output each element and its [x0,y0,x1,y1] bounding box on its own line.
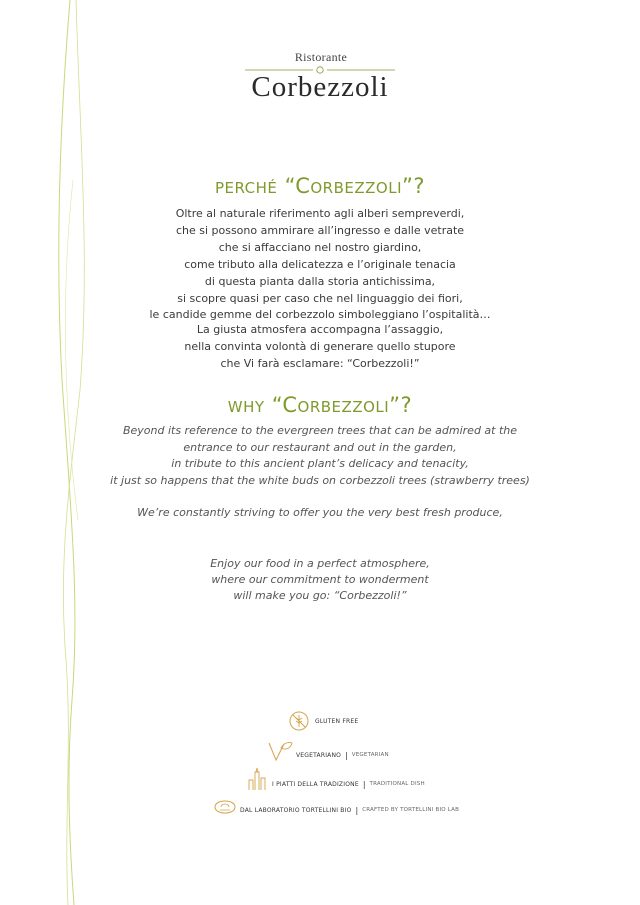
legend-label: GLUTEN FREE [315,717,359,725]
legend-traditional [246,766,425,792]
logo-subtitle: Ristorante [294,50,348,64]
legend-label: VEGETARIANO [296,751,342,759]
italian-paragraph-1 [0,206,640,324]
text-line: che Vi farà esclamare: “Corbezzoli!” [220,356,420,370]
text-line: in tribute to this ancient plant’s delicacy and tenacity, [171,457,469,471]
english-paragraph-2 [0,505,640,522]
gluten-free-icon [288,710,310,732]
legend-separator: | [362,779,366,789]
text-line: where our commitment to wonderment [211,573,429,587]
text-line: entrance to our restaurant and out in the garden, [183,440,457,454]
text-line: it just so happens that the white buds on corbezzoli trees (strawberry trees) [110,473,530,487]
text-line: si scopre quasi per caso che nel linguaggio dei fiori, [177,291,463,305]
legend-vegetarian [266,738,389,764]
legend-sublabel: VEGETARIAN [351,752,389,758]
legend-separator: | [345,750,348,760]
traditional-dish-icon [246,766,268,792]
legend-lab [212,796,459,818]
text-line: le candide gemme del corbezzolo simboleggiano l’ospitalità… [149,308,491,322]
legend-gluten-free [288,710,358,732]
text-line: che si affacciano nel nostro giardino, [218,240,422,254]
legend-sublabel: TRADITIONAL DISH [369,781,425,787]
text-line: che si possono ammirare all’ingresso e dalle vetrate [175,223,465,237]
logo-title: Corbezzoli [251,71,389,103]
text-line: will make you go: “Corbezzoli!” [233,589,407,603]
lab-dumpling-icon [212,796,238,818]
italian-heading: perché “Corbezzoli”? [214,174,426,198]
text-line: di questa pianta dalla storia antichissima, [204,274,436,288]
vegetarian-leaf-icon [266,738,294,764]
text-line: come tributo alla delicatezza e l’originale tenacia [184,257,456,271]
text-line: Enjoy our food in a perfect atmosphere, [210,557,430,570]
text-line: We’re constantly striving to offer you the very best fresh produce, [137,506,503,519]
italian-paragraph-2 [0,322,640,373]
restaurant-logo [0,50,640,104]
text-line: La giusta atmosfera accompagna l’assaggio, [196,323,444,336]
legend-label: I PIATTI DELLA TRADIZIONE [272,780,359,788]
legend-separator: | [355,805,359,815]
text-line: Oltre al naturale riferimento agli alberi sempreverdi, [175,207,465,220]
text-line: nella convinta volontà di generare quello stupore [184,339,456,353]
legend-label: DAL LABORATORIO TORTELLINI BIO [240,806,352,814]
english-heading: why “Corbezzoli”? [227,393,413,417]
english-paragraph-1 [0,423,640,489]
text-line: Beyond its reference to the evergreen trees that can be admired at the [122,424,518,437]
logo-ornament [245,65,395,75]
english-paragraph-3 [0,556,640,605]
legend-sublabel: CRAFTED BY TORTELLINI BIO LAB [362,807,460,813]
